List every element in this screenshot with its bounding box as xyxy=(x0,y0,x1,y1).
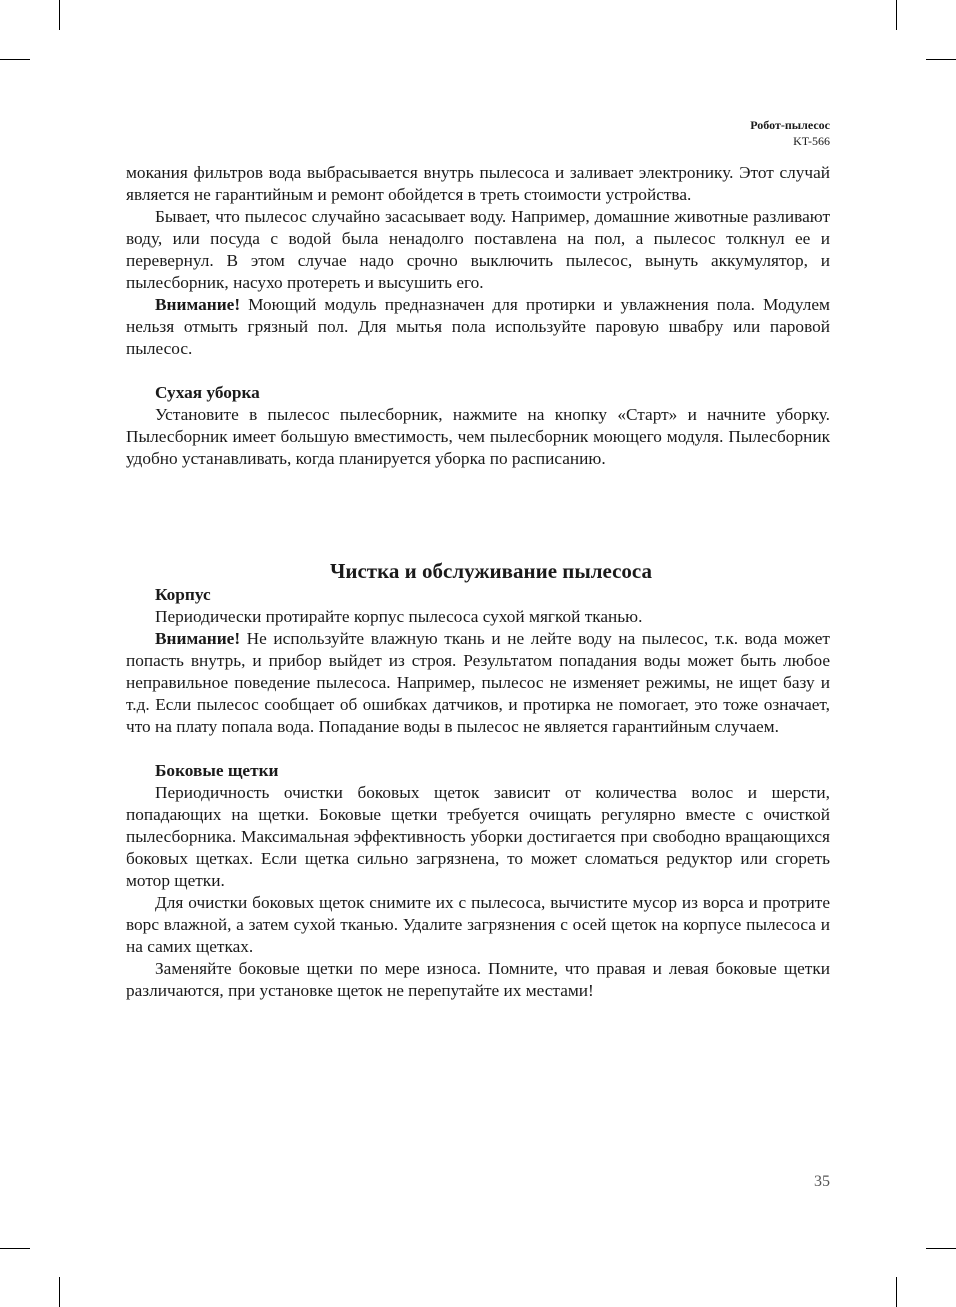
paragraph: Установите в пылесос пылесборник, нажмите на кнопку «Старт» и начните уборку. Пылесборник имеет большую вместимость, чем пылесборник моющего модуля. Пылесборник удобно устанавливать, когда планируется уборка по расписанию. xyxy=(126,405,830,468)
crop-mark xyxy=(59,1277,60,1307)
crop-mark xyxy=(926,1248,956,1249)
paragraph: Периодически протирайте корпус пылесоса сухой мягкой тканью. xyxy=(155,607,643,626)
page-number: 35 xyxy=(814,1173,830,1190)
subheading-body: Корпус xyxy=(155,585,211,604)
warning-paragraph xyxy=(126,628,830,738)
page-body xyxy=(126,162,830,1002)
warning-text: Не используйте влажную ткань и не лейте воду на пылесос, т.к. вода может попасть внутрь, и прибор выйдет из строя. Результатом попадания воды может быть любое неправильное поведение пылесоса. Например, пылесос не изменяет режимы, не ищет базу и т.д. Если пылесос сообщает об ошибках датчиков, и протирка не помогает, это тоже означает, что на плату попала вода. Попадание воды в пылесос не является гарантийным случаем. xyxy=(126,629,830,736)
warning-text: Моющий модуль предназначен для протирки и увлажнения пола. Модулем нельзя отмыть грязный пол. Для мытья пола используйте паровую швабру или паровой пылесос. xyxy=(126,295,830,358)
section-title: Чистка и обслуживание пылесоса xyxy=(329,559,653,583)
paragraph: Периодичность очистки боковых щеток зависит от количества волос и шерсти, попадающих на щетки. Боковые щетки требуется очищать регулярно вместе с очисткой пылесборника. Максимальная эффективность уборки достигается при свободно вращающихся боковых щетках. Если щетка сильно загрязнена, то может сломаться редуктор или сгореть мотор щетки. xyxy=(126,783,830,890)
header-title: Робот-пылесос xyxy=(750,118,830,132)
running-header xyxy=(750,117,830,149)
crop-mark xyxy=(0,59,30,60)
header-model: KT-566 xyxy=(793,134,830,148)
warning-label: Внимание! xyxy=(155,629,241,648)
warning-paragraph xyxy=(126,294,830,360)
paragraph: Бывает, что пылесос случайно засасывает воду. Например, домашние животные разливают воду, или посуда с водой была ненадолго поставлена на пол, а пылесос толкнул ее и перевернул. В этом случае надо срочно выключить пылесос, вынуть аккумулятор, и пылесборник, насухо протереть и высушить его. xyxy=(126,207,830,292)
crop-mark xyxy=(926,59,956,60)
crop-mark xyxy=(896,0,897,30)
subheading-side-brushes: Боковые щетки xyxy=(155,761,279,780)
paragraph: мокания фильтров вода выбрасывается внутрь пылесоса и заливает электронику. Этот случай является не гарантийным и ремонт обойдется в треть стоимости устройства. xyxy=(126,163,830,204)
crop-mark xyxy=(59,0,60,30)
crop-mark xyxy=(0,1248,30,1249)
paragraph: Заменяйте боковые щетки по мере износа. Помните, что правая и левая боковые щетки различаются, при установке щеток не перепутайте их местами! xyxy=(126,959,830,1000)
warning-label: Внимание! xyxy=(155,295,241,314)
paragraph: Для очистки боковых щеток снимите их с пылесоса, вычистите мусор из ворса и протрите ворс влажной, а затем сухой тканью. Удалите загрязнения с осей щеток на корпусе пылесоса и на самих щетках. xyxy=(126,893,830,956)
subheading-dry-cleaning: Сухая уборка xyxy=(155,383,260,402)
crop-mark xyxy=(896,1277,897,1307)
